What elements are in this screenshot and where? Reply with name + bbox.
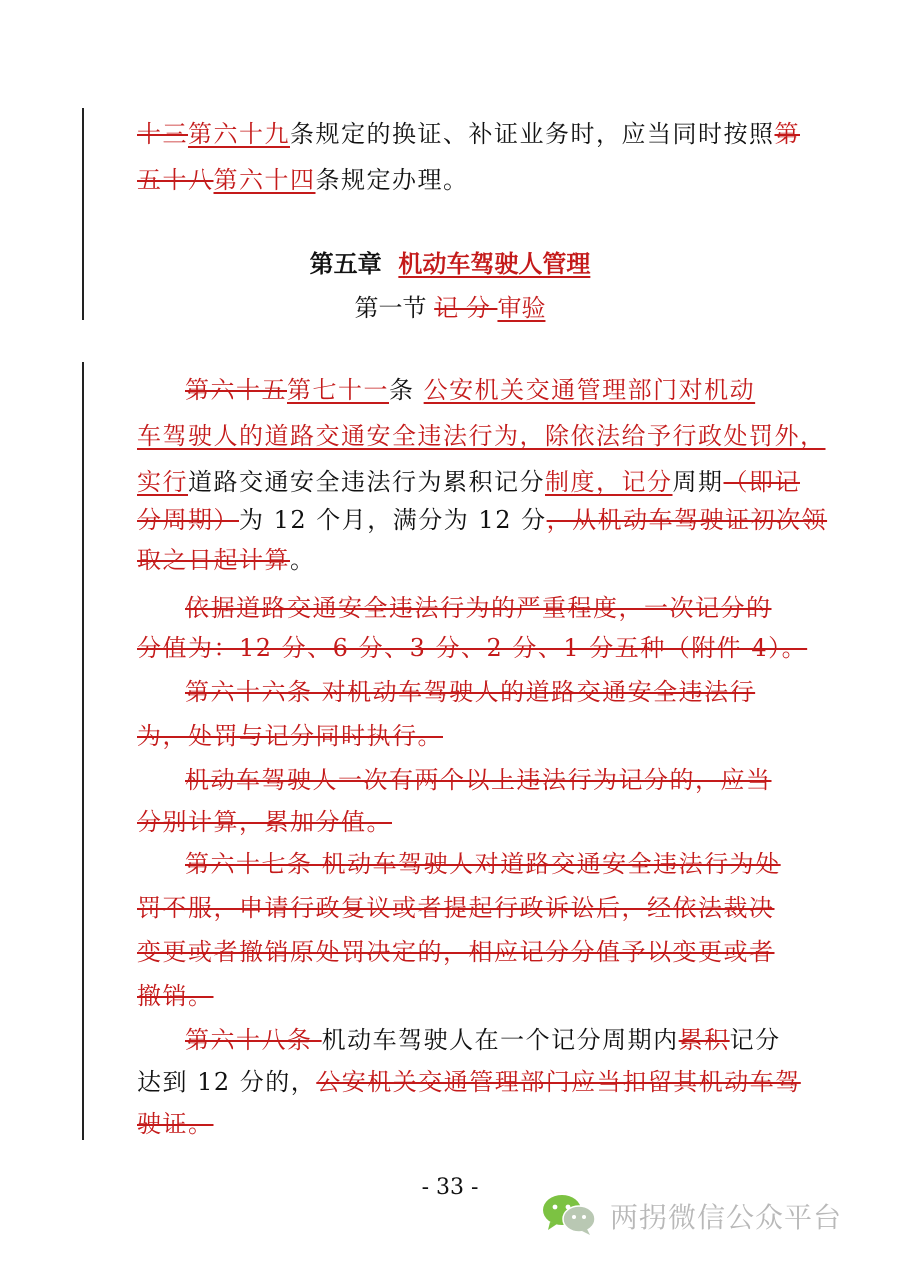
text-line <box>137 504 827 536</box>
deleted-line: 撤销。 <box>137 982 214 1010</box>
text-line <box>137 1108 214 1140</box>
watermark <box>540 1192 842 1240</box>
deleted-text: 驶证。 <box>137 1110 214 1138</box>
inserted-text: 制度，记分 <box>545 468 673 496</box>
section-title: 第一节 <box>354 294 427 322</box>
deleted-text: 第六十五 <box>185 376 287 404</box>
body-text: 记分 <box>729 1026 781 1054</box>
deleted-text: 第 <box>774 120 800 148</box>
body-text: 条规定的换证、补证业务时，应当同时按照 <box>290 120 775 148</box>
text-line <box>137 1066 801 1098</box>
deleted-line: 机动车驾驶人一次有两个以上违法行为记分的，应当 <box>185 766 772 794</box>
deleted-text: ，从机动车驾驶证初次领 <box>546 506 828 534</box>
body-text: 条规定办理。 <box>315 166 469 194</box>
body-text: 机动车驾驶人在一个记分周期内 <box>321 1026 679 1054</box>
inserted-text: 第六十四 <box>213 166 316 194</box>
chapter-name: 机动车驾驶人管理 <box>398 250 591 278</box>
body-text: 周期 <box>672 468 724 496</box>
wechat-logo-icon <box>540 1192 598 1240</box>
deleted-line: 分值为：12 分、6 分、3 分、2 分、1 分五种（附件 4）。 <box>137 634 808 662</box>
deleted-text: 第六十八条 <box>185 1026 322 1054</box>
text-line <box>137 466 800 498</box>
text-line <box>137 420 826 452</box>
watermark-text: 两拐微信公众平台 <box>610 1201 843 1234</box>
deleted-text: 记 分 <box>434 294 498 322</box>
deleted-text: 取之日起计算 <box>137 546 290 574</box>
text-line <box>185 1024 781 1056</box>
inserted-text: 第六十九 <box>188 120 290 148</box>
chapter-heading <box>0 248 900 280</box>
deleted-line: 罚不服，申请行政复议或者提起行政诉讼后，经依法裁决 <box>137 894 775 922</box>
body-text: 条 <box>389 376 424 404</box>
change-bar <box>82 108 84 320</box>
inserted-text: 公安机关交通管理部门对机动 <box>423 376 756 404</box>
deleted-line: 第六十七条 机动车驾驶人对道路交通安全违法行为处 <box>185 850 781 878</box>
inserted-text: 第七十一 <box>287 376 389 404</box>
deleted-line: 变更或者撤销原处罚决定的，相应记分分值予以变更或者 <box>137 938 775 966</box>
change-bar <box>82 362 84 1140</box>
inserted-text: 审验 <box>497 294 546 322</box>
text-line <box>185 374 755 406</box>
section-heading <box>0 292 900 324</box>
inserted-text: 车驾驶人的道路交通安全违法行为，除依法给予行政处罚外， <box>137 422 826 450</box>
deleted-line: 依据道路交通安全违法行为的严重程度，一次记分的 <box>185 594 772 622</box>
deleted-text: 分周期） <box>137 506 239 534</box>
deleted-text: 公安机关交通管理部门应当扣留其机动车驾 <box>316 1068 801 1096</box>
text-line <box>137 164 469 196</box>
body-text: 为 12 个月，满分为 12 分 <box>239 506 547 534</box>
body-text: 。 <box>290 546 316 574</box>
body-text: 达到 12 分的， <box>137 1068 317 1096</box>
deleted-text: 十三 <box>137 120 188 148</box>
deleted-text: （即记 <box>723 468 800 496</box>
text-line <box>137 544 316 576</box>
deleted-line: 分别计算，累加分值。 <box>137 808 392 836</box>
body-text: 道路交通安全违法行为累积记分 <box>188 468 545 496</box>
deleted-line: 第六十六条 对机动车驾驶人的道路交通安全违法行 <box>185 678 756 706</box>
deleted-text: 累积 <box>678 1026 730 1054</box>
chapter-title: 第五章 <box>309 250 382 278</box>
deleted-line: 为，处罚与记分同时执行。 <box>137 722 443 750</box>
page-number: - 33 - <box>421 1175 479 1200</box>
text-line <box>137 118 800 150</box>
deleted-text: 五十八 <box>137 166 214 194</box>
inserted-text: 实行 <box>137 468 188 496</box>
